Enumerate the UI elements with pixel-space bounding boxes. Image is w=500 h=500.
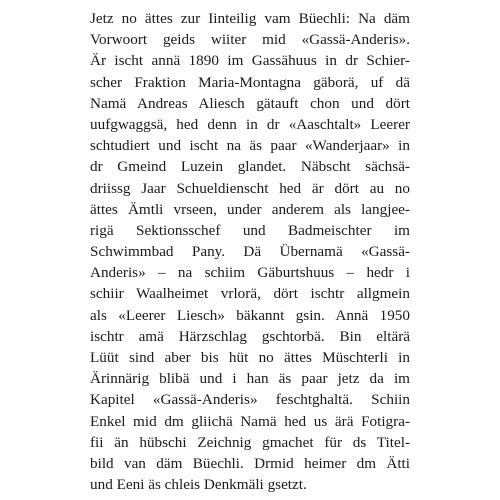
text-line: fii än hübschi Zeichnig gmachet für ds Titel- <box>90 433 410 451</box>
text-line: Enkel mid dm gliichä Namä hed us ärä Fotigra- <box>90 412 410 430</box>
text-line: rigä Sektionsschef und Badmeischter im <box>90 221 410 239</box>
text-line: driissg Jaar Schueldienscht hed är dört au no <box>90 179 410 197</box>
text-line: Anderis» – na schiim Gäburtshuus – hedr i <box>90 264 410 282</box>
text-line: uufgwaggsä, hed denn in dr «Aaschtalt» Leerer <box>90 115 410 133</box>
text-line: schiir Waalheimet vrlorä, dört ischtr allgmein <box>90 285 410 303</box>
text-line: Är ischt annä 1890 im Gassähuus in dr Schier- <box>90 52 410 70</box>
text-line: Kapitel «Gassä-Anderis» feschtghaltä. Schiin <box>90 391 410 409</box>
body-paragraph <box>90 8 410 495</box>
text-line: und Eeni äs chleis Denkmäli gsetzt. <box>90 476 307 494</box>
text-line: dr Gmeind Luzein glandet. Näbscht sächsä- <box>90 158 410 176</box>
text-line: Namä Andreas Aliesch gätauft chon und dört <box>90 94 410 112</box>
text-line: Schwimmbad Pany. Dä Übernamä «Gassä- <box>90 243 410 261</box>
text-line: schtudiert und ischt na äs paar «Wanderjaar» in <box>90 137 410 155</box>
text-line: Lüüt sind aber bis hüt no ättes Müschterli in <box>90 349 410 366</box>
text-line: scher Fraktion Maria-Montagna gäborä, uf dä <box>90 73 410 91</box>
text-line: Jetz no ättes zur Iinteilig vam Büechli: Na däm <box>90 10 410 27</box>
text-line: ischtr amä Härzschlag gschtorbä. Bin eltärä <box>90 327 410 345</box>
text-line: ättes Ämtli vrseen, under anderem als langjee- <box>90 200 410 218</box>
text-line: bild van däm Büechli. Drmid heimer dm Ätti <box>90 454 410 472</box>
text-line: Vorwoort geids wiiter mid «Gassä-Anderis». <box>90 31 410 49</box>
text-line: als «Leerer Liesch» bäkannt gsin. Annä 1950 <box>90 306 410 324</box>
text-line: Ärinnärig blibä und i han äs paar jetz da im <box>90 370 410 388</box>
